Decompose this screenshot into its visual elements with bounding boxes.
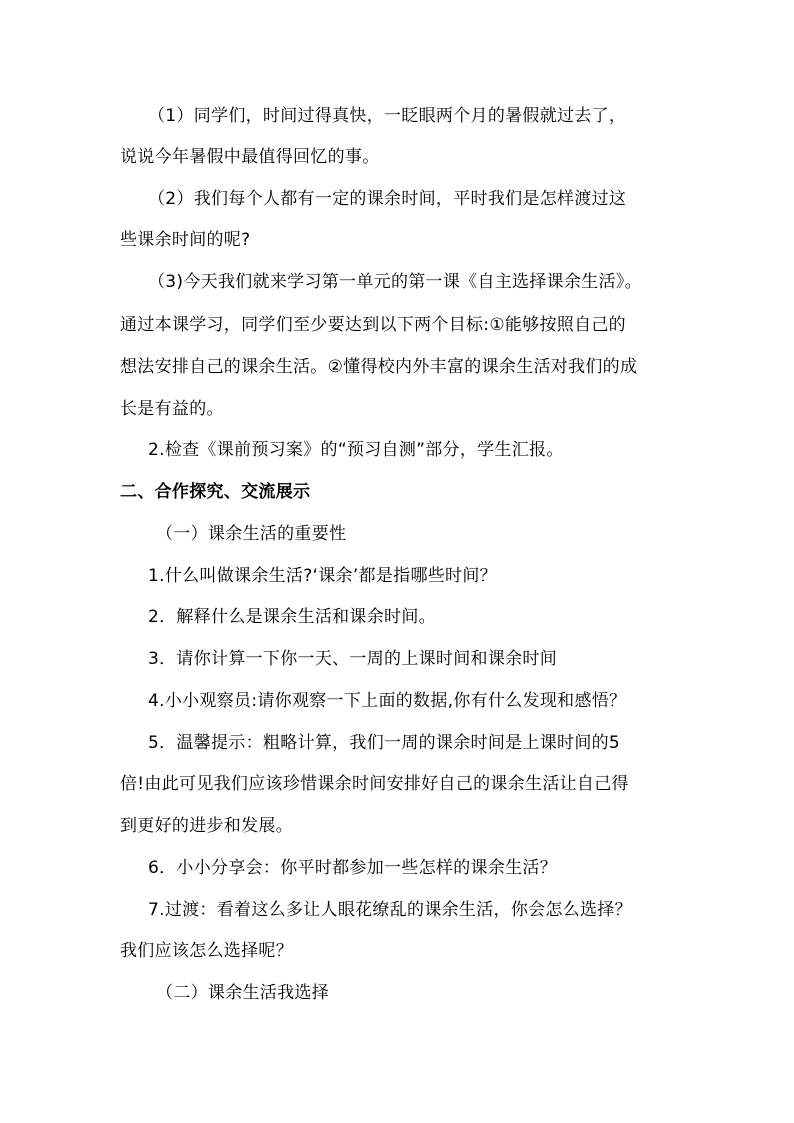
paragraph-line-5: （3)今天我们就来学习第一单元的第一课《自主选择课余生活》。: [148, 272, 642, 292]
subsection-heading-2: （二）课余生活我选择: [156, 983, 329, 1003]
list-item-6: 6．小小分享会：你平时都参加一些怎样的课余生活？: [148, 858, 558, 878]
paragraph-line-9: 2.检查《课前预习案》的“预习自测”部分，学生汇报。: [148, 440, 564, 460]
paragraph-line-4: 些课余时间的呢?: [120, 230, 251, 250]
paragraph-line-3: （2）我们每个人都有一定的课余时间，平时我们是怎样渡过这: [148, 189, 627, 209]
paragraph-line-1: （1）同学们，时间过得真快，一眨眼两个月的暑假就过去了，: [148, 106, 627, 126]
list-item-2: 2．解释什么是课余生活和课余时间。: [148, 607, 436, 627]
paragraph-line-8: 长是有益的。: [120, 399, 224, 419]
list-item-5-continuation-2: 到更好的进步和发展。: [120, 816, 293, 836]
subsection-heading-1: （一）课余生活的重要性: [156, 524, 347, 544]
list-item-4: 4.小小观察员:请你观察一下上面的数据,你有什么发现和感悟？: [148, 691, 627, 711]
list-item-7-continuation: 我们应该怎么选择呢？: [120, 941, 293, 961]
paragraph-line-7: 想法安排自己的课余生活。②懂得校内外丰富的课余生活对我们的成: [120, 357, 638, 377]
paragraph-line-6: 通过本课学习，同学们至少要达到以下两个目标:①能够按照自己的: [120, 315, 626, 335]
paragraph-line-2: 说说今年暑假中最值得回忆的事。: [120, 147, 380, 167]
section-heading: 二、合作探究、交流展示: [120, 482, 311, 502]
list-item-3: 3．请你计算一下你一天、一周的上课时间和课余时间: [148, 649, 558, 669]
list-item-7: 7.过渡：看着这么多让人眼花缭乱的课余生活，你会怎么选择？: [148, 900, 632, 920]
list-item-5-continuation-1: 倍!由此可见我们应该珍惜课余时间安排好自己的课余生活让自己得: [120, 774, 629, 794]
list-item-5: 5．温馨提示：粗略计算，我们一周的课余时间是上课时间的5: [148, 733, 621, 753]
list-item-1: 1.什么叫做课余生活?‘课余’都是指哪些时间？: [148, 566, 497, 586]
